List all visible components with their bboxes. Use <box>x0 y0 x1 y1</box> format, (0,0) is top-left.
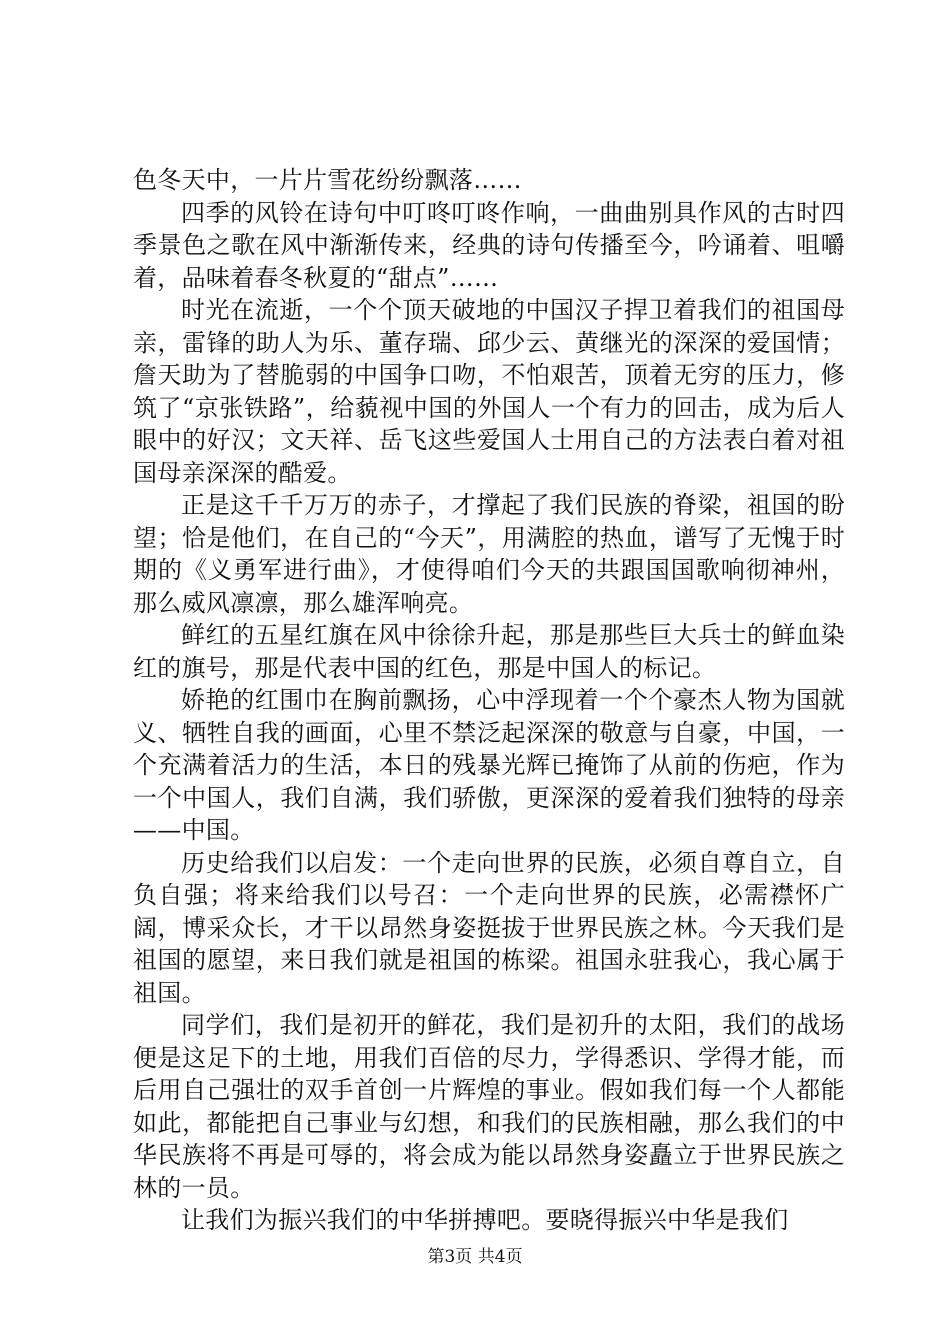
paragraph-1: 色冬天中，一片片雪花纷纷飘落…… <box>133 166 522 194</box>
paragraph-5: 鲜红的五星红旗在风中徐徐升起，那是那些巨大兵士的鲜血染红的旗号，那是代表中国的红色，那是中国人的标记。 <box>133 621 845 682</box>
paragraph-8: 同学们，我们是初开的鲜花，我们是初升的太阳，我们的战场便是这足下的土地，用我们百倍的尽力，学得悉识、学得才能，而后用自己强壮的双手首创一片辉煌的事业。假如我们每一个人都能如此，都能把自己事业与幻想，和我们的民族相融，那么我们的中华民族将不再是可辱的，将会成为能以昂然身姿矗立于世界民族之林的一员。 <box>133 1011 845 1202</box>
paragraph-4: 正是这千千万万的赤子，才撑起了我们民族的脊梁，祖国的盼望；恰是他们，在自己的“今天”，用满腔的热血，谱写了无愧于时期的《义勇军进行曲》，才使得咱们今天的共跟国国歌响彻神州，那么威风凛凛，那么雄浑响亮。 <box>133 491 845 617</box>
page-footer: 第3页 共4页 <box>427 1247 523 1267</box>
paragraph-6: 娇艳的红围巾在胸前飘扬，心中浮现着一个个豪杰人物为国就义、牺牲自我的画面，心里不禁泛起深深的敬意与自豪，中国，一个充满着活力的生活，本日的残暴光辉已掩饰了从前的伤疤，作为一个中国人，我们自满，我们骄傲，更深深的爱着我们独特的母亲——中国。 <box>133 686 845 844</box>
paragraph-9: 让我们为振兴我们的中华拼搏吧。要晓得振兴中华是我们 <box>181 1206 789 1234</box>
paragraph-2: 四季的风铃在诗句中叮咚叮咚作响，一曲曲别具作风的古时四季景色之歌在风中渐渐传来，经典的诗句传播至今，吟诵着、咀嚼着，品味着春冬秋夏的“甜点”…… <box>133 198 845 292</box>
paragraph-7: 历史给我们以启发：一个走向世界的民族，必须自尊自立，自负自强；将来给我们以号召：一个走向世界的民族，必需襟怀广阔，博采众长，才干以昂然身姿挺拔于世界民族之林。今天我们是祖国的愿望，来日我们就是祖国的栋梁。祖国永驻我心，我心属于祖国。 <box>133 848 845 1007</box>
document-body <box>133 164 845 1237</box>
paragraph-3: 时光在流逝，一个个顶天破地的中国汉子捍卫着我们的祖国母亲，雷锋的助人为乐、董存瑞、邱少云、黄继光的深深的爱国情；詹天助为了替脆弱的中国争口吻，不怕艰苦，顶着无穷的压力，修筑了“京张铁路”，给藐视中国的外国人一个有力的回击，成为后人眼中的好汉；文天祥、岳飞这些爱国人士用自己的方法表白着对祖国母亲深深的酷爱。 <box>133 296 845 487</box>
